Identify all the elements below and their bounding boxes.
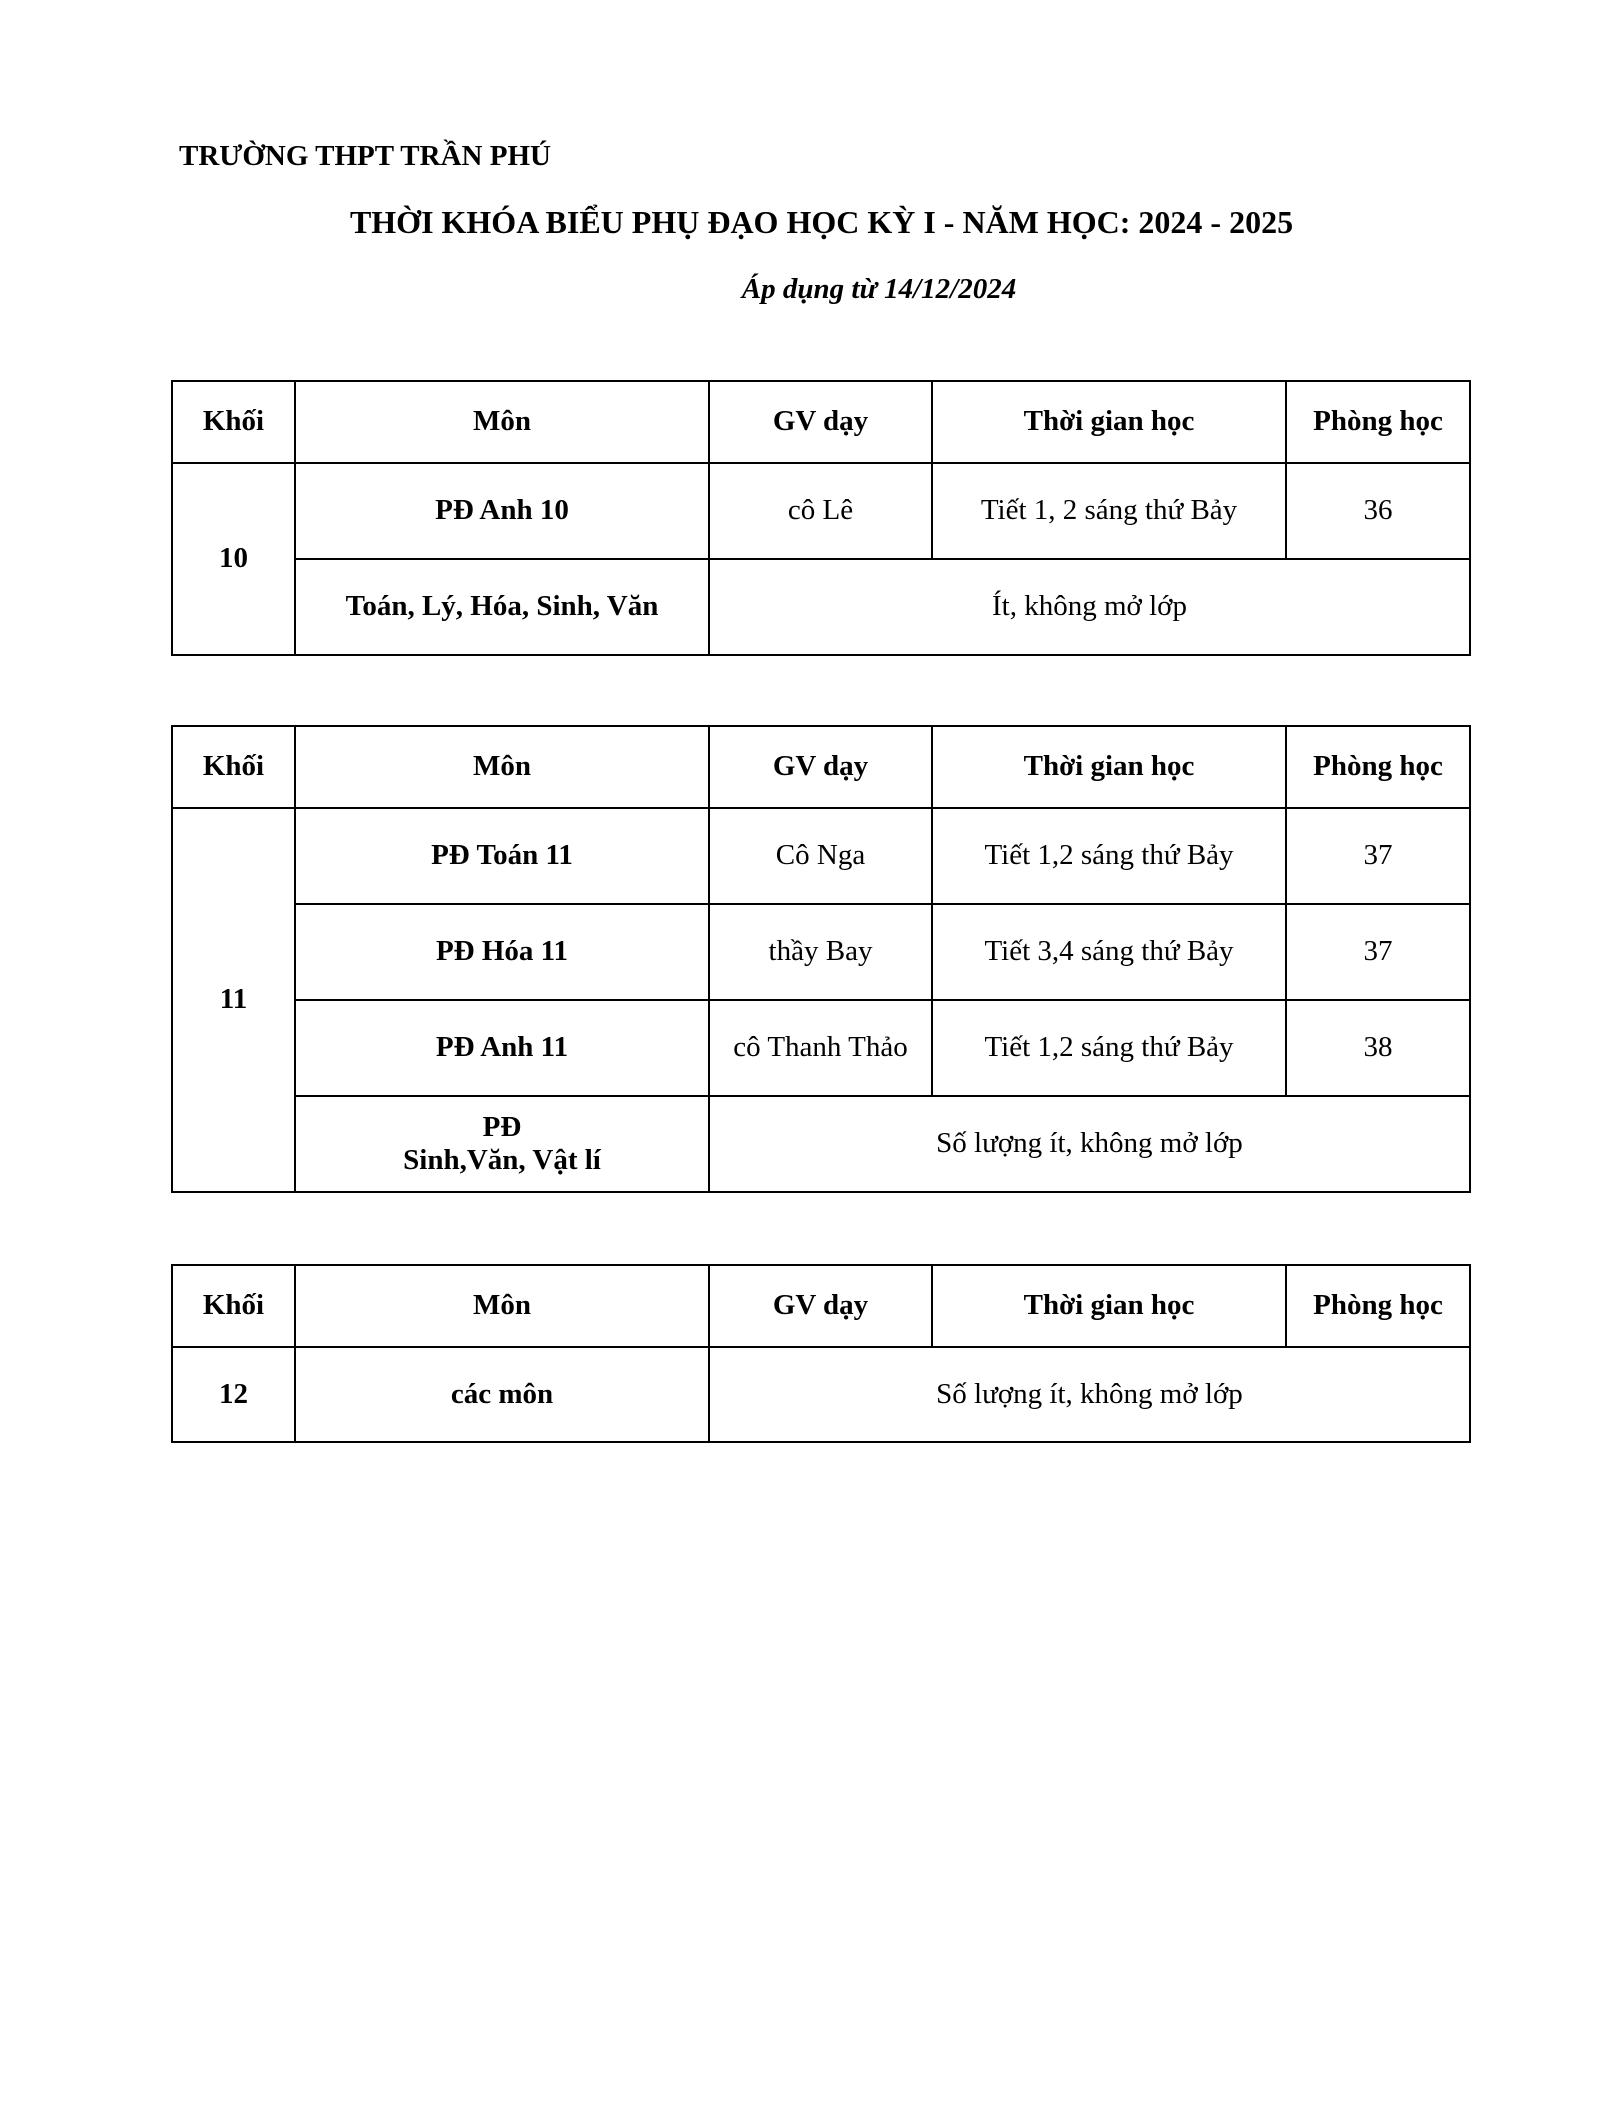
col-header-time: Thời gian học (932, 381, 1286, 463)
subject-cell: Toán, Lý, Hóa, Sinh, Văn (295, 559, 709, 655)
col-header-room: Phòng học (1286, 726, 1470, 808)
col-header-teacher: GV dạy (709, 1265, 932, 1347)
room-cell: 37 (1286, 904, 1470, 1000)
col-header-teacher: GV dạy (709, 381, 932, 463)
room-cell: 36 (1286, 463, 1470, 559)
time-cell: Tiết 1, 2 sáng thứ Bảy (932, 463, 1286, 559)
col-header-grade: Khối (172, 726, 295, 808)
subject-cell (295, 1096, 709, 1192)
table-row (172, 904, 1470, 1000)
effective-date: Áp dụng từ 14/12/2024 (741, 273, 1017, 305)
note-cell: Số lượng ít, không mở lớp (709, 1096, 1470, 1192)
schedule-table-grade-12 (171, 1264, 1471, 1443)
table-row (172, 463, 1470, 559)
table-row (172, 1000, 1470, 1096)
subject-cell: PĐ Anh 10 (295, 463, 709, 559)
schedule-table-grade-10 (171, 380, 1471, 656)
table-row (172, 1347, 1470, 1442)
col-header-grade: Khối (172, 1265, 295, 1347)
col-header-grade: Khối (172, 381, 295, 463)
school-name: TRƯỜNG THPT TRẦN PHÚ (179, 140, 551, 172)
subject-cell: PĐ Hóa 11 (295, 904, 709, 1000)
col-header-time: Thời gian học (932, 1265, 1286, 1347)
teacher-cell: Cô Nga (709, 808, 932, 904)
subject-line: Sinh,Văn, Vật lí (403, 1144, 601, 1176)
table-row (172, 808, 1470, 904)
note-cell: Ít, không mở lớp (709, 559, 1470, 655)
table-row (172, 559, 1470, 655)
room-cell: 38 (1286, 1000, 1470, 1096)
col-header-subject: Môn (295, 381, 709, 463)
time-cell: Tiết 3,4 sáng thứ Bảy (932, 904, 1286, 1000)
col-header-room: Phòng học (1286, 1265, 1470, 1347)
subject-cell: các môn (295, 1347, 709, 1442)
col-header-subject: Môn (295, 726, 709, 808)
time-cell: Tiết 1,2 sáng thứ Bảy (932, 808, 1286, 904)
table-header-row (172, 1265, 1470, 1347)
col-header-subject: Môn (295, 1265, 709, 1347)
time-cell: Tiết 1,2 sáng thứ Bảy (932, 1000, 1286, 1096)
page-title: THỜI KHÓA BIỂU PHỤ ĐẠO HỌC KỲ I - NĂM HỌC: 2024 - 2025 (349, 204, 1294, 240)
teacher-cell: cô Thanh Thảo (709, 1000, 932, 1096)
grade-cell: 12 (172, 1347, 295, 1442)
schedule-table-grade-11 (171, 725, 1471, 1193)
col-header-teacher: GV dạy (709, 726, 932, 808)
grade-cell: 11 (172, 808, 295, 1192)
table-header-row (172, 726, 1470, 808)
teacher-cell: thầy Bay (709, 904, 932, 1000)
teacher-cell: cô Lê (709, 463, 932, 559)
table-header-row (172, 381, 1470, 463)
subject-cell: PĐ Toán 11 (295, 808, 709, 904)
col-header-room: Phòng học (1286, 381, 1470, 463)
grade-cell: 10 (172, 463, 295, 655)
table-row (172, 1096, 1470, 1192)
room-cell: 37 (1286, 808, 1470, 904)
subject-line: PĐ (482, 1110, 522, 1143)
subject-cell: PĐ Anh 11 (295, 1000, 709, 1096)
col-header-time: Thời gian học (932, 726, 1286, 808)
note-cell: Số lượng ít, không mở lớp (709, 1347, 1470, 1442)
